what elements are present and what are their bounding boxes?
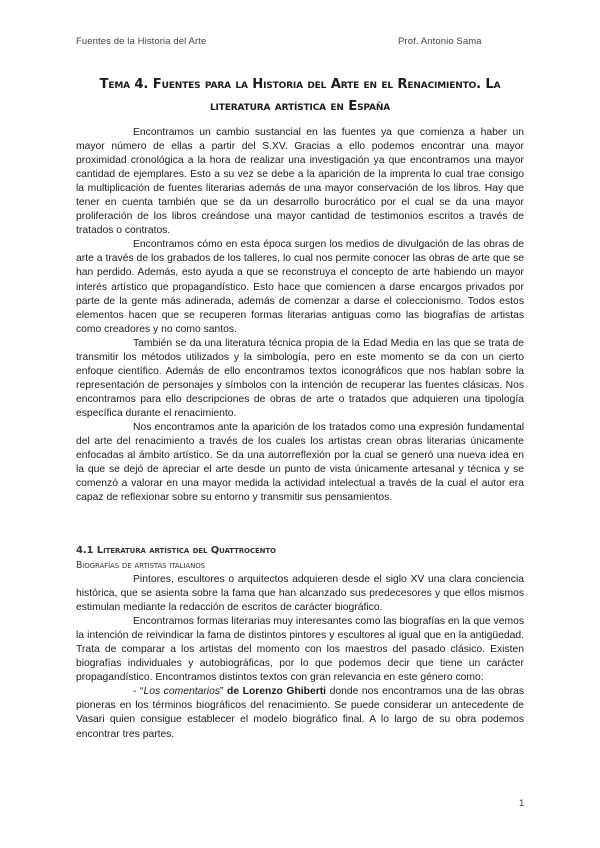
intro-text [76,126,524,505]
section-heading: 4.1 Literatura artística del Quattrocento [76,545,276,556]
work-author: de Lorenzo Ghiberti [227,686,327,698]
page-number: 1 [519,798,525,809]
paragraph: Pintores, escultores o arquitectos adquieren desde el siglo XV una clara conciencia histórica, que se asienta sobre la fama que han alcanzado sus predecesores y que ellos mismos estimulan mediante la redacción de escritos de carácter biográfico. [76,574,524,614]
list-item-prefix: - “ [133,686,144,698]
work-title: Los comentarios [143,686,221,698]
header-professor: Prof. Antonio Sama [398,36,482,47]
paragraph: Encontramos cómo en esta época surgen los medios de divulgación de las obras de arte a través de los grabados de los talleres, lo cual nos permite conocer las obras de arte que se han perdido. Además, esto ayuda a que se reconstruya el concepto de arte habiendo un mayor interés artístico que propagandístico. Esto hace que comiencen a darse encargos privados por parte de la gente más adinerada, además de comenzar a darse el coleccionismo. Todos estos elementos hacen que se recuperen formas literarias antiguas como las biografías de artistas como creadores y no como santos. [76,239,524,335]
list-item-mid: ” [220,686,228,698]
subsection-heading: Biografías de artistas italianos [76,560,205,571]
list-item-text: donde nos encontramos una de las obras pioneras en los términos biográficos del renacimiento. Se puede considerar un antecedente de Vasari quien consigue establecer el modelo biográfico final. A lo largo de su obra podemos encontrar tres partes. [76,686,524,740]
header-course-title: Fuentes de la Historia del Arte [76,36,207,47]
section-text [76,573,524,742]
document-title: Tema 4. Fuentes para la Historia del Arte en el Renacimiento. La literatura artística en España [99,77,501,114]
paragraph: Encontramos un cambio sustancial en las fuentes ya que comienza a haber un mayor número de ellas a partir del S.XV. Gracias a ello podemos encontrar una mayor proximidad cronológica a la hora de realizar una investigación ya que encontramos una mayor cantidad de ejemplares. Esto a su vez se debe a la aparición de la imprenta lo cual trae consigo la multiplicación de fuentes literarias además de una mayor conservación de los libros. Hay que tener en cuenta también que se da un desarrollo burocrático por el cual se da una mayor proliferación de los libros creándose una mayor cantidad de testimonios escritos a través de tratados o contratos. [76,127,524,237]
paragraph: Encontramos formas literarias muy interesantes como las biografías en la que vemos la intención de reivindicar la fama de distintos pintores y escultores al igual que en la antigüedad. Trata de comparar a los artistas del momento con los maestros del pasado clásico. Existen biografías individuales y autobiográficas, por lo que podemos decir que tiene un carácter propagandístico. Encontramos distintos textos con gran relevancia en este género como: [76,616,524,684]
paragraph: También se da una literatura técnica propia de la Edad Media en las que se trata de transmitir los métodos utilizados y la simbología, pero en este momento se da con un cierto enfoque científico. Además de ello encontramos textos iconográficos que nos hablan sobre la representación de personajes y símbolos con la intención de recuperar las fuentes clásicas. Nos encontramos para ello descripciones de obras de arte o tratados que adquieren una tipología específica durante el renacimiento. [76,337,524,419]
paragraph: Nos encontramos ante la aparición de los tratados como una expresión fundamental del arte del renacimiento a través de los cuales los artistas crean obras literarias únicamente enfocadas al ámbito artístico. Se da una autorreflexión por la cual se generó una nueva idea en la que se dejó de apreciar el arte desde un punto de vista únicamente artesanal y técnica y se comenzó a valorar en una mayor medida la actividad intelectual a través de la cual el autor era capaz de reflexionar sobre su entorno y transmitir sus pensamientos. [76,421,524,504]
list-item [76,685,524,741]
